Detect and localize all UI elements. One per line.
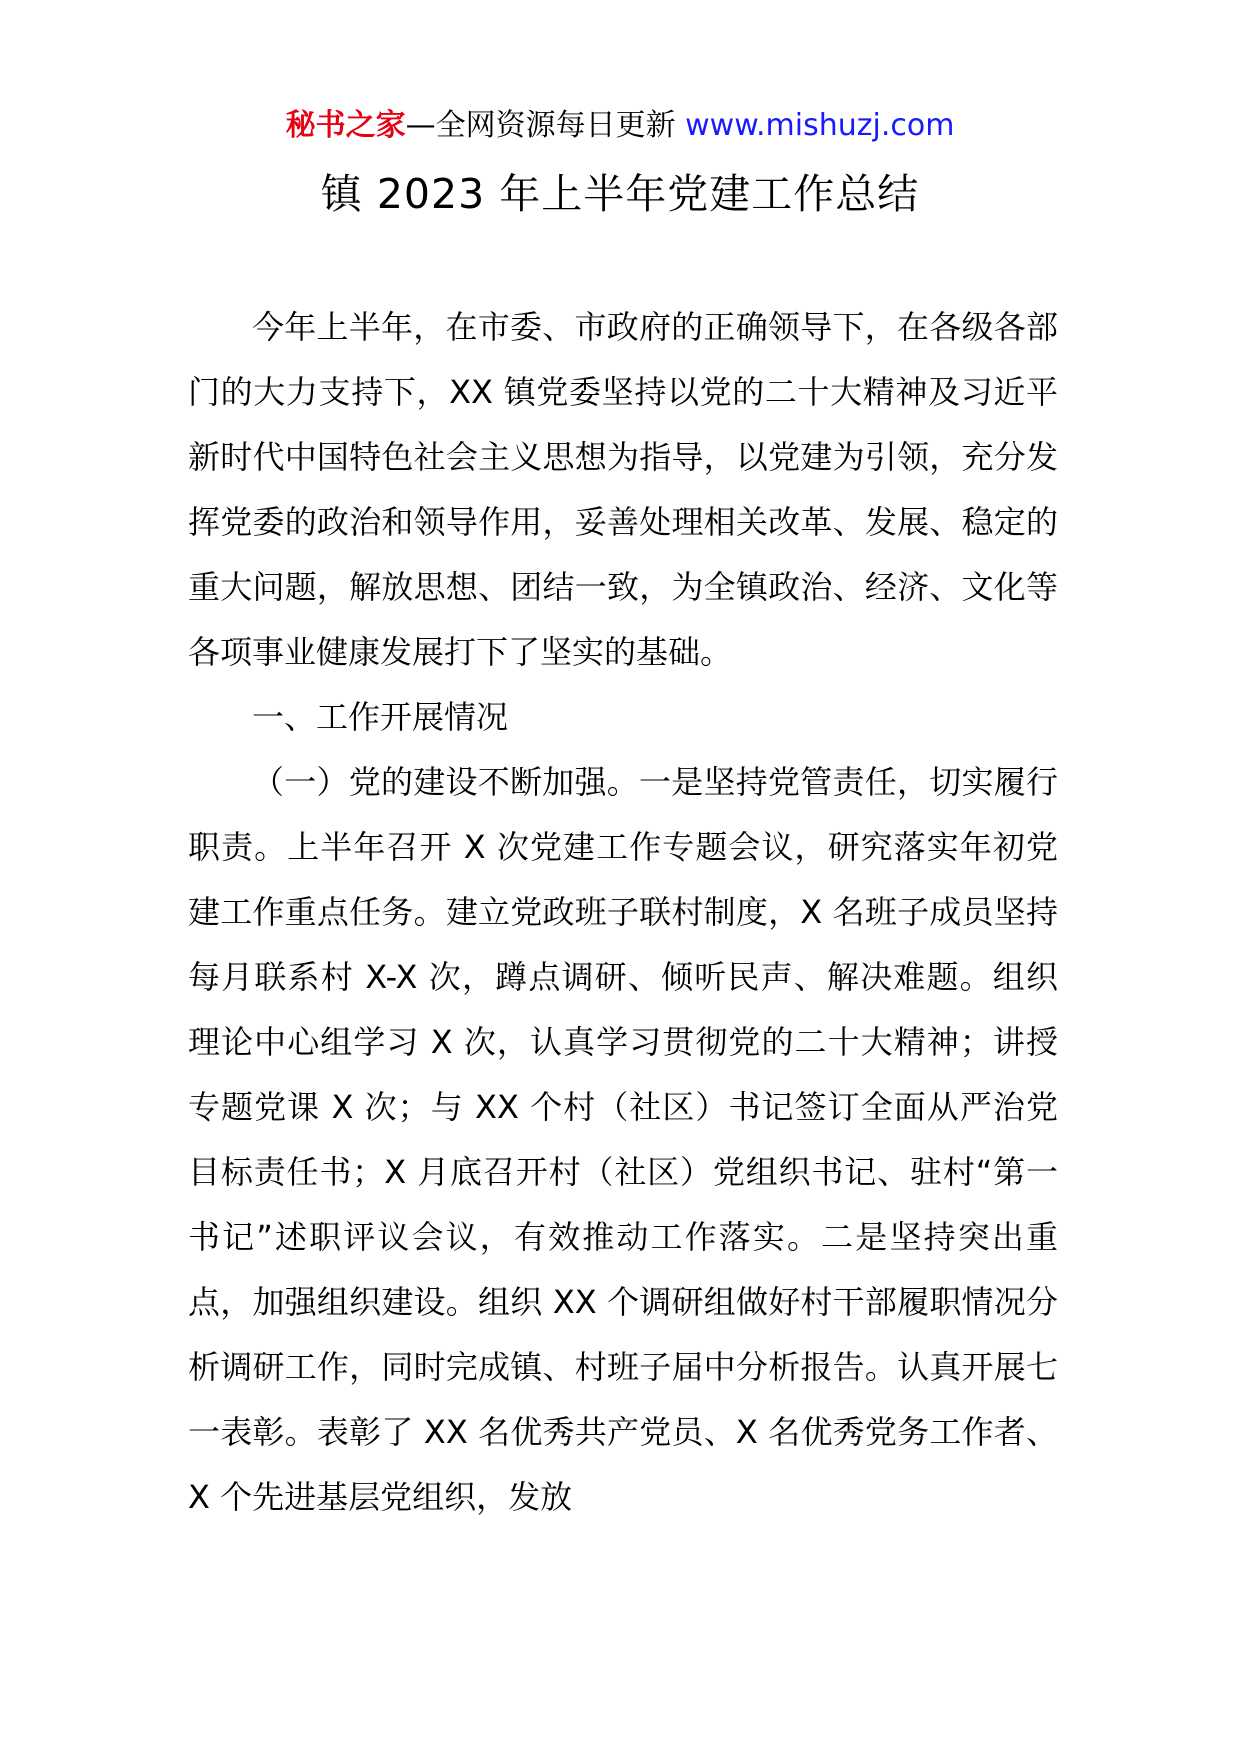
watermark-text: —全网资源每日更新	[405, 108, 686, 143]
watermark-brand: 秘书之家	[285, 108, 406, 143]
document-body	[188, 295, 1058, 1530]
intro-paragraph: 今年上半年，在市委、市政府的正确领导下，在各级各部门的大力支持下，XX 镇党委坚持以党的二十大精神及习近平新时代中国特色社会主义思想为指导，以党建为引领，充分发挥党委的政治和领导作用，妥善处理相关改革、发展、稳定的重大问题，解放思想、团结一致，为全镇政治、经济、文化等各项事业健康发展打下了坚实的基础。	[188, 308, 1058, 671]
watermark-header	[0, 106, 1240, 146]
document-title: 镇 2023 年上半年党建工作总结	[320, 170, 920, 218]
body-paragraph: （一）党的建设不断加强。一是坚持党管责任，切实履行职责。上半年召开 X 次党建工作专题会议，研究落实年初党建工作重点任务。建立党政班子联村制度，X 名班子成员坚持每月联系村 X-X 次，蹲点调研、倾听民声、解决难题。组织理论中心组学习 X 次，认真学习贯彻党的二十大精神；讲授专题党课 X 次；与 XX 个村（社区）书记签订全面从严治党目标责任书；X 月底召开村（社区）党组织书记、驻村“第一书记”述职评议会议，有效推动工作落实。二是坚持突出重点，加强组织建设。组织 XX 个调研组做好村干部履职情况分析调研工作，同时完成镇、村班子届中分析报告。认真开展七一表彰。表彰了 XX 名优秀共产党员、X 名优秀党务工作者、X 个先进基层党组织，发放	[188, 763, 1058, 1516]
section-heading: 一、工作开展情况	[252, 698, 509, 736]
watermark-url[interactable]: www.mishuzj.com	[685, 108, 955, 143]
